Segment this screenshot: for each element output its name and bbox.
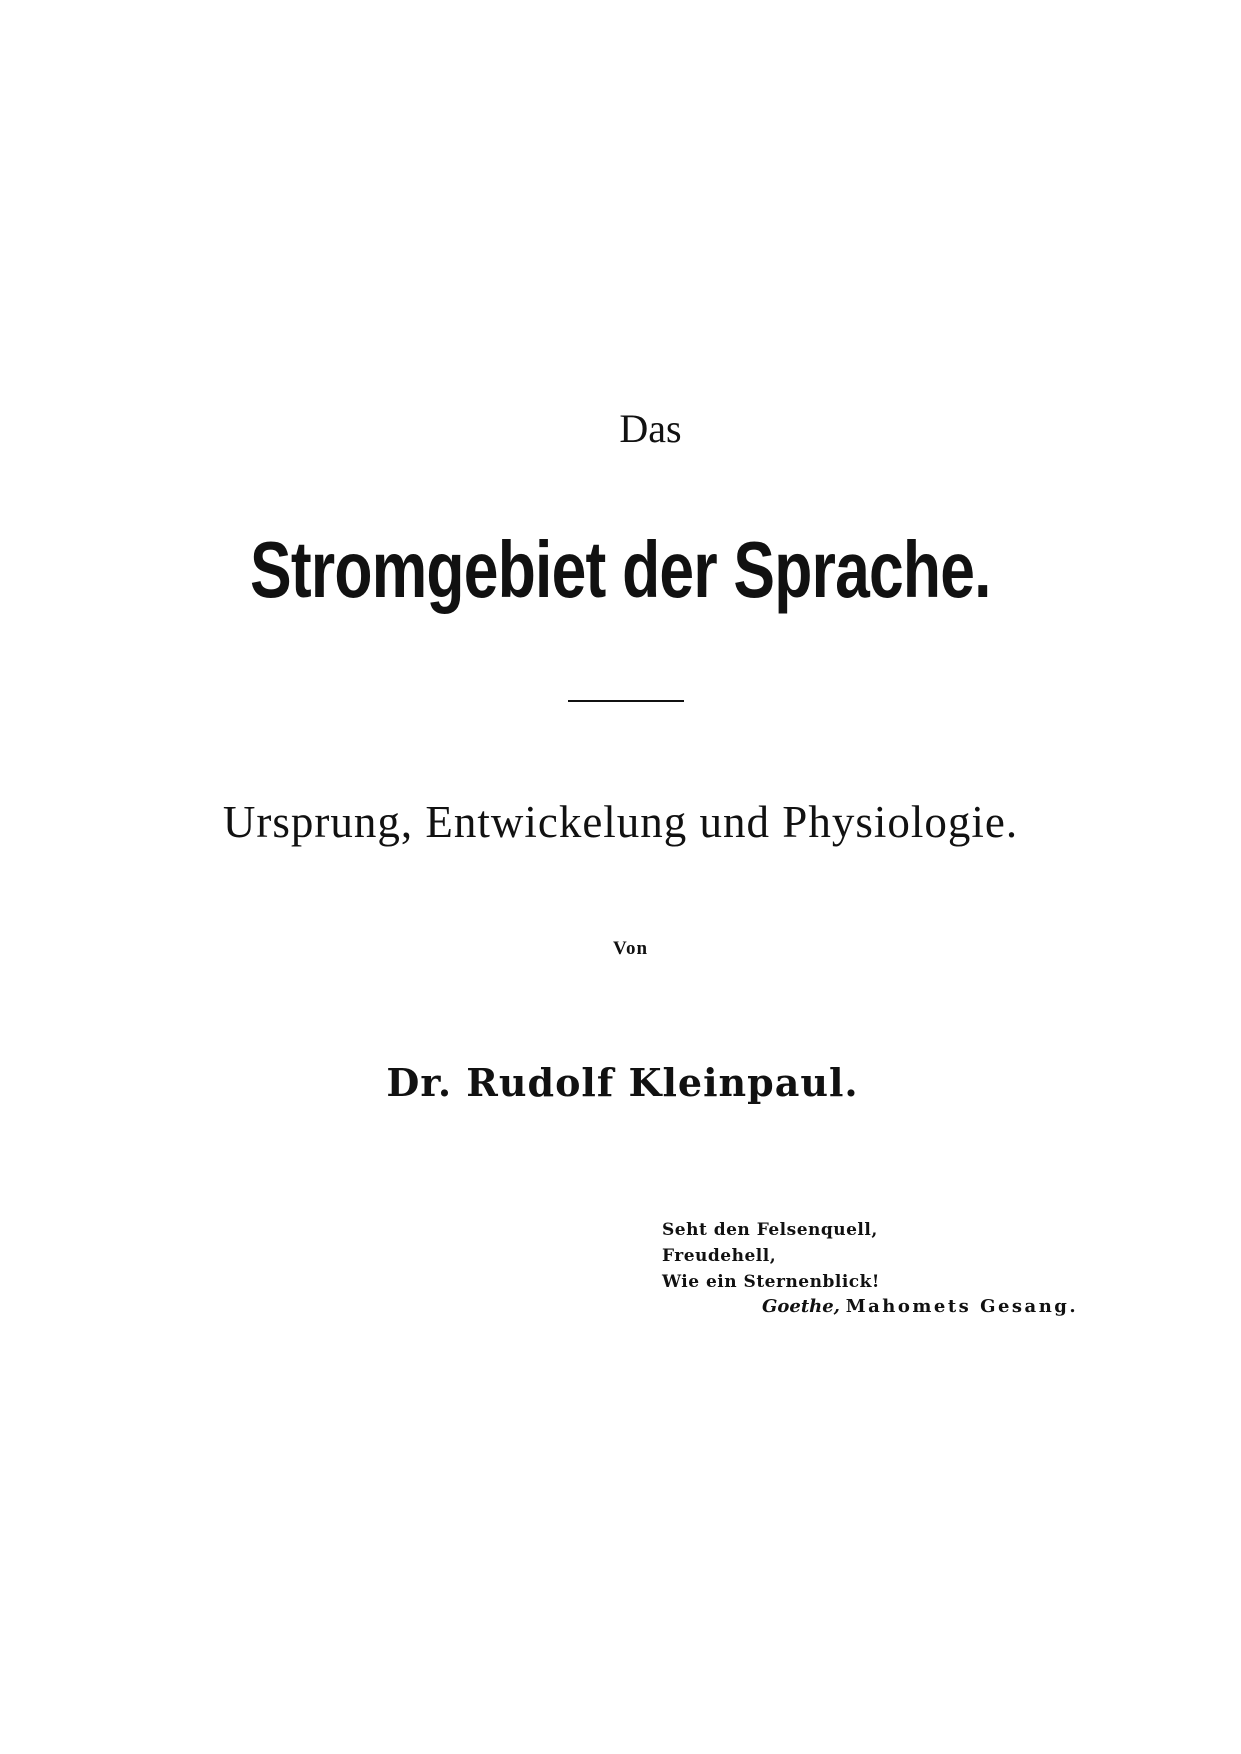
subtitle: Ursprung, Entwickelung und Physiologie.: [222, 797, 1019, 847]
attribution-author: Goethe,: [762, 1296, 840, 1317]
attribution-work: Mahomets Gesang.: [845, 1296, 1079, 1317]
by-label: Von: [612, 938, 649, 959]
motto-attribution: [762, 1294, 1078, 1320]
motto-line: Seht den Felsenquell,: [662, 1220, 878, 1240]
main-title: Stromgebiet der Sprache.: [250, 525, 991, 614]
pre-title: Das: [619, 406, 682, 451]
author-name: Dr. Rudolf Kleinpaul.: [386, 1060, 859, 1105]
motto-line: Wie ein Sternenblick!: [662, 1272, 880, 1292]
motto-epigraph: [662, 1217, 880, 1295]
title-divider-rule: [568, 700, 684, 702]
motto-line: Freudehell,: [662, 1246, 777, 1266]
